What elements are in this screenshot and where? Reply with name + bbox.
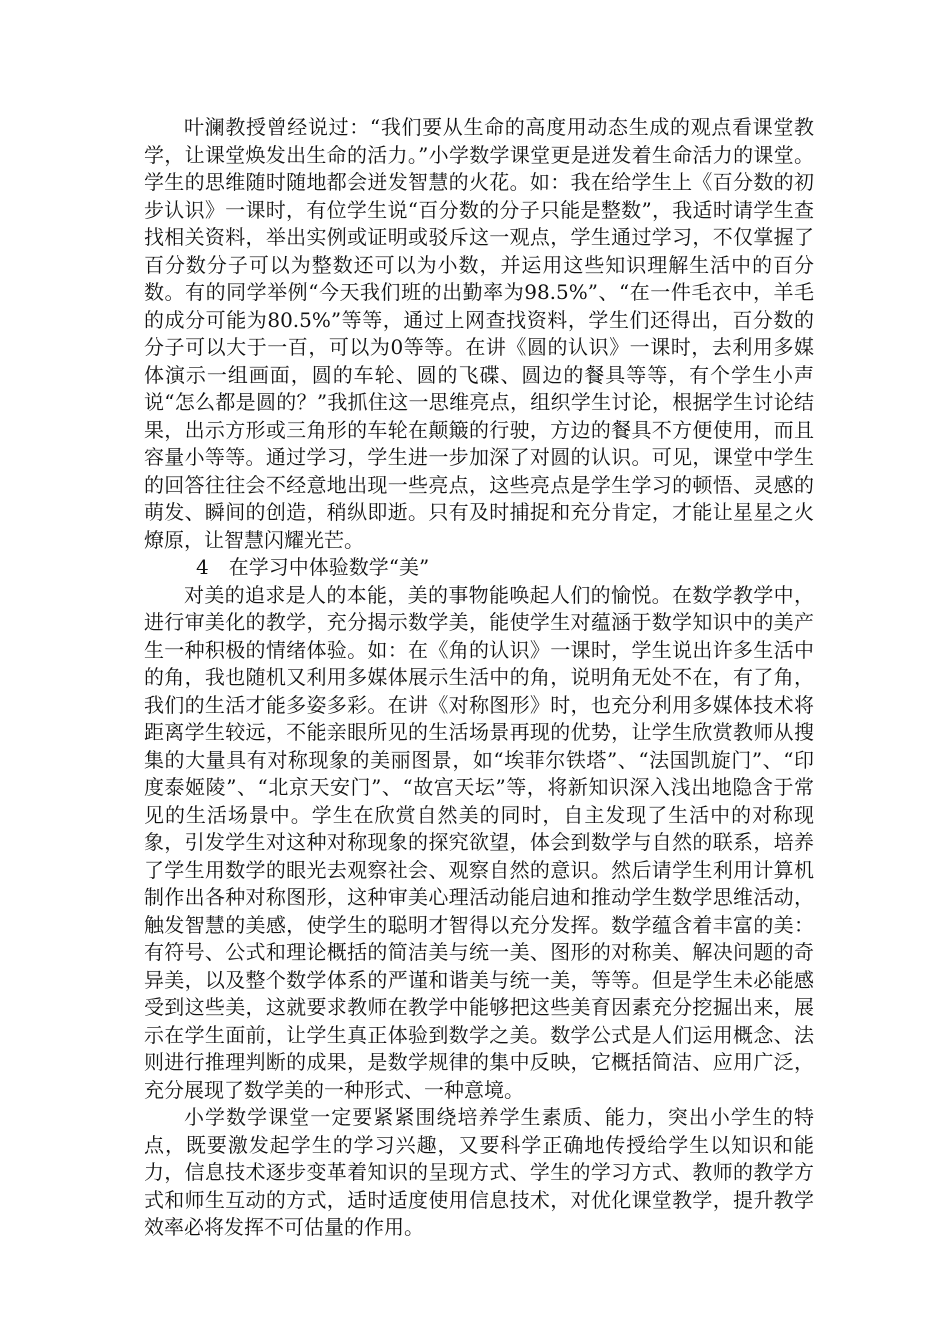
paragraph-conclusion: 小学数学课堂一定要紧紧围绕培养学生素质、能力，突出小学生的特点，既要激发起学生的学习兴趣，又要科学正确地传授给学生以知识和能力，信息技术逐步变革着知识的呈现方式、学生的学习方式、教师的教学方式和师生互动的方式，适时适度使用信息技术，对优化课堂教学，提升教学效率必将发挥不可估量的作用。 xyxy=(144,1105,814,1239)
paragraph-math-beauty: 对美的追求是人的本能，美的事物能唤起人们的愉悦。在数学教学中，进行审美化的教学，充分揭示数学美，能使学生对蕴涵于数学知识中的美产生一种积极的情绪体验。如：在《角的认识》一课时，学生说出许多生活中的角，我也随机又利用多媒体展示生活中的角，说明角无处不在，有了角，我们的生活才能多姿多彩。在讲《对称图形》时，也充分利用多媒体技术将距离学生较远，不能亲眼所见的生活场景再现的优势，让学生欣赏教师从搜集的大量具有对称现象的美丽图景，如“埃菲尔铁塔”、“法国凯旋门”、“印度泰姬陵”、“北京天安门”、“故宫天坛”等，将新知识深入浅出地隐含于常见的生活场景中。学生在欣赏自然美的同时，自主发现了生活中的对称现象，引发学生对这种对称现象的探究欲望，体会到数学与自然的联系，培养了学生用数学的眼光去观察社会、观察自然的意识。然后请学生利用计算机制作出各种对称图形，这种审美心理活动能启迪和推动学生数学思维活动，触发智慧的美感，使学生的聪明才智得以充分发挥。数学蕴含着丰富的美：有符号、公式和理论概括的简洁美与统一美、图形的对称美、解决问题的奇异美，以及整个数学体系的严谨和谐美与统一美，等等。但是学生未必能感受到这些美，这就要求教师在教学中能够把这些美育因素充分挖掘出来，展示在学生面前，让学生真正体验到数学之美。数学公式是人们运用概念、法则进行推理判断的成果，是数学规律的集中反映，它概括简洁、应用广泛，充分展现了数学美的一种形式、一种意境。 xyxy=(144,582,814,1102)
paragraph-classroom-vitality: 叶澜教授曾经说过：“我们要从生命的高度用动态生成的观点看课堂教学，让课堂焕发出生命的活力。”小学数学课堂更是迸发着生命活力的课堂。学生的思维随时随地都会迸发智慧的火花。如：我在给学生上《百分数的初步认识》一课时，有位学生说“百分数的分子只能是整数”，我适时请学生查找相关资料，举出实例或证明或驳斥这一观点，学生通过学习，不仅掌握了百分数分子可以为整数还可以为小数，并运用这些知识理解生活中的百分数。有的同学举例“今天我们班的出勤率为98.5%”、“在一件毛衣中，羊毛的成分可能为80.5%”等等，通过上网查找资料，学生们还得出，百分数的分子可以大于一百，可以为0等等。在讲《圆的认识》一课时，去利用多媒体演示一组画面，圆的车轮、圆的飞碟、圆边的餐具等等，有个学生小声说“怎么都是圆的？”我抓住这一思维亮点，组织学生讨论，根据学生讨论结果，出示方形或三角形的车轮在颠簸的行驶，方边的餐具不方便使用，而且容量小等等。通过学习，学生进一步加深了对圆的认识。可见，课堂中学生的回答往往会不经意地出现一些亮点，这些亮点是学生学习的顿悟、灵感的萌发、瞬间的创造，稍纵即逝。只有及时捕捉和充分肯定，才能让星星之火燎原，让智慧闪耀光芒。 xyxy=(144,115,814,552)
document-body xyxy=(144,114,814,1242)
section-heading-math-beauty: 4 在学习中体验数学“美” xyxy=(196,555,430,579)
